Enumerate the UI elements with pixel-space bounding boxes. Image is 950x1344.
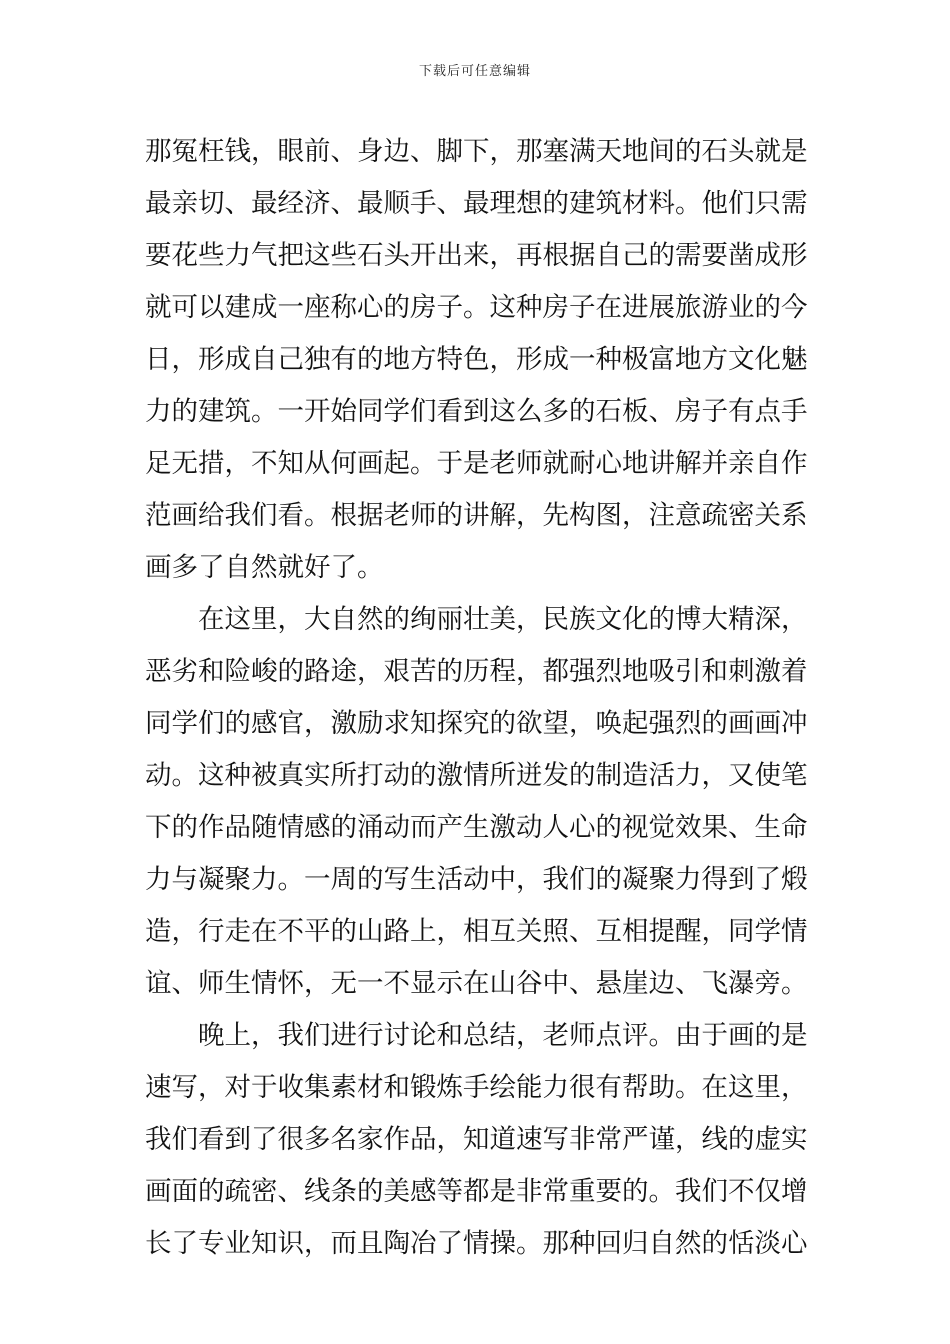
text-line: 范画给我们看。根据老师的讲解，先构图，注意疏密关系 [145, 500, 808, 531]
text-line: 要花些力气把这些石头开出来，再根据自己的需要凿成形 [145, 240, 808, 271]
text-line: 画多了自然就好了。 [145, 552, 384, 583]
text-line: 速写，对于收集素材和锻炼手绘能力很有帮助。在这里， [145, 1072, 808, 1103]
text-line: 造，行走在不平的山路上，相互关照、互相提醒，同学情 [145, 916, 808, 947]
text-line: 谊、师生情怀，无一不显示在山谷中、悬崖边、飞瀑旁。 [145, 968, 808, 999]
text-line: 力与凝聚力。一周的写生活动中，我们的凝聚力得到了煅 [145, 864, 808, 895]
text-line: 那冤枉钱，眼前、身边、脚下，那塞满天地间的石头就是 [145, 136, 808, 167]
text-line: 就可以建成一座称心的房子。这种房子在进展旅游业的今 [145, 292, 808, 323]
text-line: 足无措，不知从何画起。于是老师就耐心地讲解并亲自作 [145, 448, 808, 479]
text-line: 下的作品随情感的涌动而产生激动人心的视觉效果、生命 [145, 812, 808, 843]
document-body [145, 126, 810, 1270]
text-line: 画面的疏密、线条的美感等都是非常重要的。我们不仅增 [145, 1176, 808, 1207]
text-line: 恶劣和险峻的路途，艰苦的历程，都强烈地吸引和刺激着 [145, 656, 808, 687]
text-line: 力的建筑。一开始同学们看到这么多的石板、房子有点手 [145, 396, 808, 427]
text-line: 在这里，大自然的绚丽壮美，民族文化的博大精深， [145, 604, 808, 635]
text-line: 最亲切、最经济、最顺手、最理想的建筑材料。他们只需 [145, 188, 808, 219]
text-line: 动。这种被真实所打动的激情所迸发的制造活力，又使笔 [145, 760, 808, 791]
text-line: 同学们的感官，激励求知探究的欲望，唤起强烈的画画冲 [145, 708, 808, 739]
text-line: 晚上，我们进行讨论和总结，老师点评。由于画的是 [145, 1020, 808, 1051]
text-line: 日，形成自己独有的地方特色，形成一种极富地方文化魅 [145, 344, 808, 375]
text-line: 我们看到了很多名家作品，知道速写非常严谨，线的虚实 [145, 1124, 808, 1155]
page-header-caption: 下载后可任意编辑 [418, 64, 531, 79]
text-line: 长了专业知识，而且陶冶了情操。那种回归自然的恬淡心 [145, 1228, 808, 1259]
